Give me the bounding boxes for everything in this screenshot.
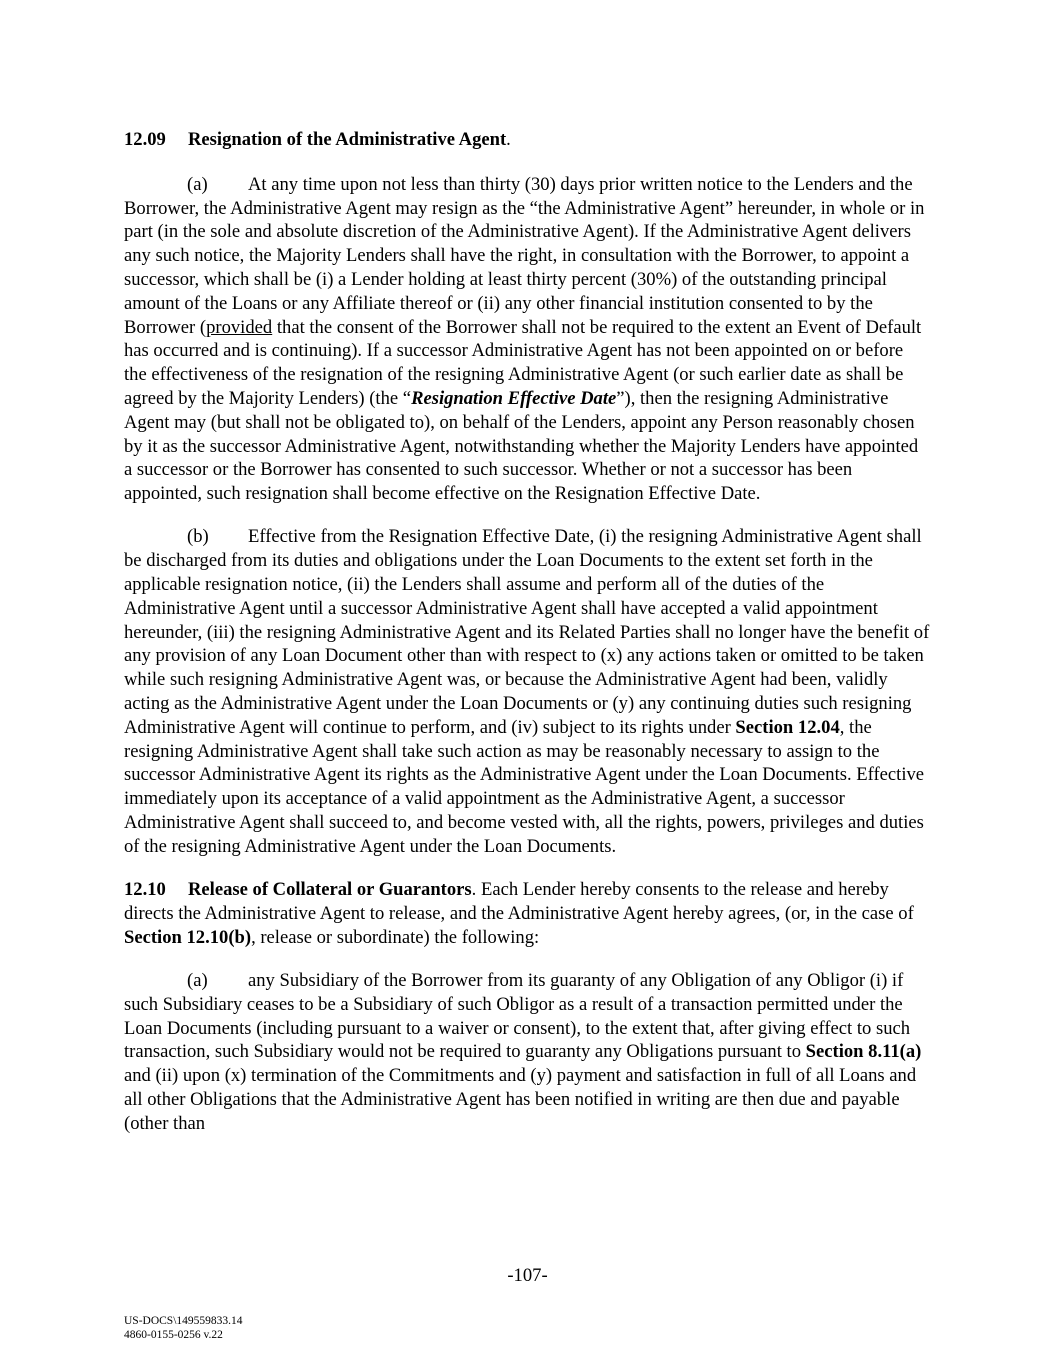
- paragraph-text: and (ii) upon (x) termination of the Commitments and (y) payment and satisfaction in full of all Loans and all other Obligations that the Administrative Agent has been notified in writing are then due and payable (other than: [124, 1065, 917, 1134]
- paragraph-label: (a): [187, 970, 208, 991]
- section-title: Resignation of the Administrative Agent: [188, 129, 507, 150]
- section-12-10-heading: [124, 878, 930, 949]
- section-12-09-heading: [124, 128, 930, 152]
- paragraph-text: that the consent of the Borrower shall not be required to the extent an Event of Default has occurred and is continuing). If a successor Administrative Agent has not been appointed on or before the effectiveness of the resignation of the resigning Administrative Agent (or such earlier date as shall be agreed by the Majority Lenders) (the “: [124, 316, 922, 409]
- paragraph-text: ”), then the resigning Administrative Agent may (but shall not be obligated to), on behalf of the Lenders, appoint any Person reasonably chosen by it as the successor Administrative Agent, notwithstanding whether the Majority Lenders have appointed a successor or the Borrower has consented to such successor. Whether or not a successor has been appointed, such resignation shall become effective on the Resignation Effective Date.: [124, 387, 919, 505]
- paragraph-12-09-b: [124, 525, 930, 858]
- paragraph-text: At any time upon not less than thirty (30) days prior written notice to the Lenders and the Borrower, the Administrative Agent may resign as the “the Administrative Agent” hereunder, in whole or in part (in the sole and absolute discretion of the Administrative Agent). If the Administrative Agent delivers any such notice, the Majority Lenders shall have the right, in consultation with the Borrower, to appoint a successor, which shall be (i) a Lender holding at least thirty percent (30%) of the outstanding principal amount of the Loans or any Affiliate thereof or (ii) any other financial institution consented to by the Borrower (: [124, 173, 925, 338]
- paragraph-text: . Each Lender hereby consents to the release and hereby directs the Administrative Agent to release, and the Administrative Agent hereby agrees, (or, in the case of: [124, 879, 914, 924]
- page-number: -107-: [507, 1265, 548, 1286]
- provided-term: provided: [206, 316, 273, 338]
- paragraph-12-10-a: [124, 969, 930, 1136]
- section-title-period: .: [506, 129, 511, 150]
- document-id-block: [124, 1314, 243, 1342]
- paragraph-text: Effective from the Resignation Effective Date, (i) the resigning Administrative Agent shall be discharged from its duties and obligations under the Loan Documents to the extent set forth in the applicable resignation notice, (ii) the Lenders shall assume and perform all of the duties of the Administrative Agent until a successor Administrative Agent shall have accepted a valid appointment hereunder, (iii) the resigning Administrative Agent and its Related Parties shall no longer have the benefit of any provision of any Loan Document other than with respect to (x) any actions taken or omitted to be taken while such resigning Administrative Agent was, or because the Administrative Agent had been, validly acting as the Administrative Agent under the Loan Documents or (y) any continuing duties such resigning Administrative Agent will continue to perform, and (iv) subject to its rights under: [124, 526, 930, 738]
- defined-term: Resignation Effective Date: [411, 387, 617, 409]
- paragraph-label: (b): [187, 526, 209, 548]
- document-id-primary: US-DOCS\149559833.14: [124, 1315, 243, 1327]
- paragraph-label: (a): [187, 173, 208, 195]
- paragraph-text: , release or subordinate) the following:: [251, 926, 540, 948]
- section-reference: Section 12.10(b): [124, 926, 252, 948]
- section-number: 12.10: [124, 879, 166, 901]
- section-title: Release of Collateral or Guarantors: [188, 879, 472, 901]
- section-number: 12.09: [124, 129, 166, 150]
- section-reference: Section 12.04: [735, 716, 840, 738]
- document-id-secondary: 4860-0155-0256 v.22: [124, 1329, 223, 1341]
- paragraph-text: , the resigning Administrative Agent shall take such action as may be reasonably necessary to assign to the successor Administrative Agent its rights as the Administrative Agent under the Loan Documents. Effective immediately upon its acceptance of a valid appointment as the Administrative Agent, a successor Administrative Agent shall succeed to, and become vested with, all the rights, powers, privileges and duties of the resigning Administrative Agent under the Loan Documents.: [124, 716, 925, 857]
- document-body: [124, 128, 930, 1136]
- section-reference: Section 8.11(a): [805, 1041, 922, 1063]
- paragraph-12-09-a: [124, 173, 930, 506]
- paragraph-text: any Subsidiary of the Borrower from its guaranty of any Obligation of any Obligor (i) if such Subsidiary ceases to be a Subsidiary of such Obligor as a result of a transaction permitted under the Loan Documents (including pursuant to a waiver or consent), to the extent that, after giving effect to such transaction, such Subsidiary would not be required to guaranty any Obligations pursuant to: [124, 970, 911, 1063]
